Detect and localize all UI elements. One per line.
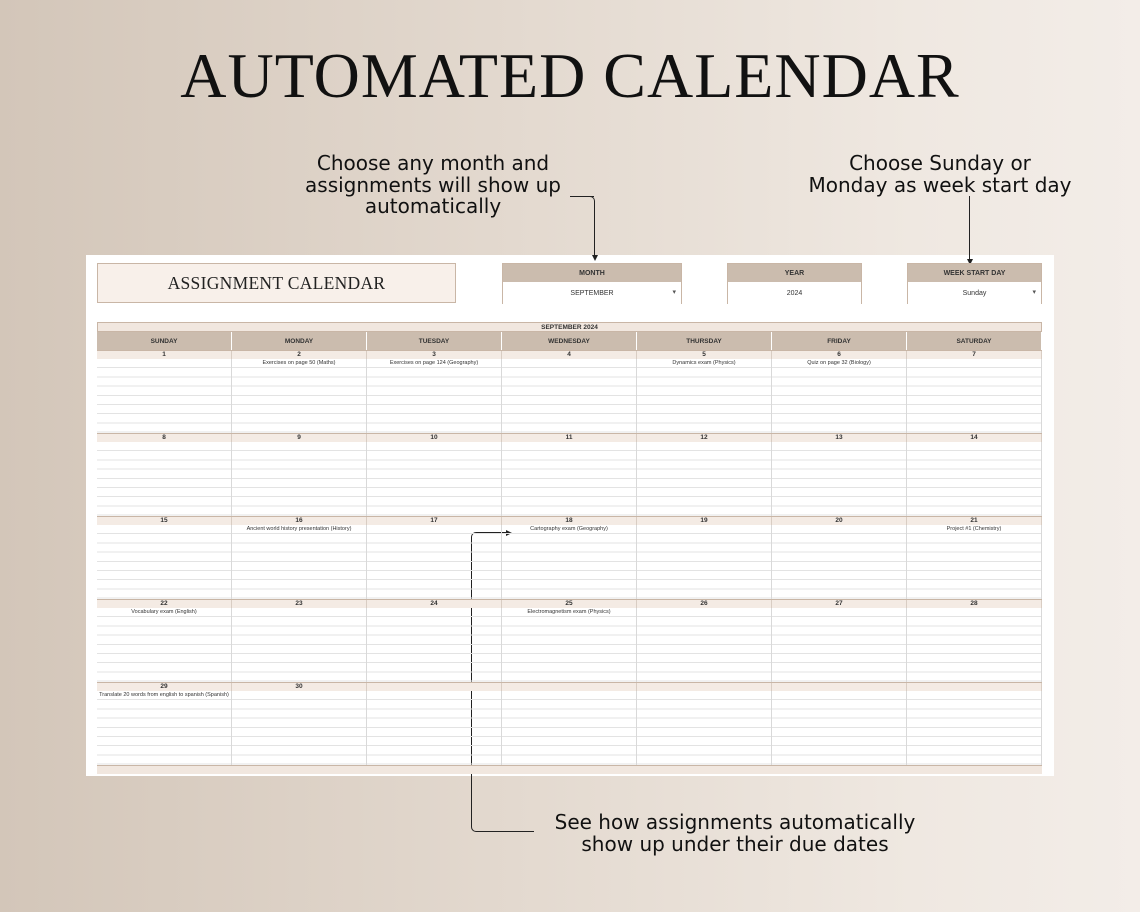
assignment-entry: Project #1 (Chemistry) bbox=[946, 526, 1002, 532]
day-number: 25 bbox=[502, 600, 637, 608]
day-cell[interactable] bbox=[907, 608, 1042, 682]
assignments-annotation bbox=[540, 812, 930, 855]
day-cell[interactable] bbox=[97, 608, 232, 682]
day-number: 30 bbox=[232, 683, 367, 691]
week-start-label: WEEK START DAY bbox=[908, 264, 1041, 282]
day-number: 18 bbox=[502, 517, 637, 525]
day-number-row bbox=[97, 516, 1042, 525]
day-number: 15 bbox=[97, 517, 232, 525]
day-cell[interactable] bbox=[772, 442, 907, 516]
day-cell[interactable] bbox=[367, 359, 502, 433]
day-number: 5 bbox=[637, 351, 772, 359]
day-cell[interactable] bbox=[502, 525, 637, 599]
dow-saturday: SATURDAY bbox=[907, 332, 1042, 350]
week-start-dropdown[interactable] bbox=[908, 282, 1041, 304]
day-number: 27 bbox=[772, 600, 907, 608]
assignment-entry: Ancient world history presentation (History) bbox=[246, 526, 352, 532]
dow-wednesday: WEDNESDAY bbox=[502, 332, 637, 350]
day-cell[interactable] bbox=[502, 691, 637, 765]
day-cells bbox=[97, 608, 1042, 682]
calendar-footer-row bbox=[97, 765, 1042, 774]
week-arrow-vertical bbox=[969, 196, 970, 260]
month-label: MONTH bbox=[503, 264, 681, 282]
week-start-annotation bbox=[790, 153, 1090, 196]
page-title: AUTOMATED CALENDAR bbox=[180, 40, 960, 111]
day-cells bbox=[97, 525, 1042, 599]
day-cell[interactable] bbox=[97, 691, 232, 765]
day-cells bbox=[97, 359, 1042, 433]
month-selector[interactable] bbox=[502, 263, 682, 304]
month-annotation-line: automatically bbox=[364, 194, 502, 218]
month-annotation bbox=[298, 153, 568, 218]
year-label: YEAR bbox=[728, 264, 861, 282]
day-number bbox=[367, 683, 502, 691]
month-dropdown[interactable] bbox=[503, 282, 681, 304]
day-cell[interactable] bbox=[637, 442, 772, 516]
day-number: 29 bbox=[97, 683, 232, 691]
day-number-row bbox=[97, 350, 1042, 359]
month-annotation-line: assignments will show up bbox=[305, 172, 561, 197]
day-number: 21 bbox=[907, 517, 1042, 525]
day-cell[interactable] bbox=[637, 525, 772, 599]
day-cell[interactable] bbox=[637, 691, 772, 765]
day-number: 13 bbox=[772, 434, 907, 442]
month-value: SEPTEMBER bbox=[570, 289, 614, 297]
day-number: 19 bbox=[637, 517, 772, 525]
day-cell[interactable] bbox=[907, 442, 1042, 516]
day-cell[interactable] bbox=[367, 608, 502, 682]
day-number bbox=[907, 683, 1042, 691]
day-cell[interactable] bbox=[907, 359, 1042, 433]
day-number: 1 bbox=[97, 351, 232, 359]
assignment-entry: Quiz on page 32 (Biology) bbox=[807, 360, 871, 366]
day-cell[interactable] bbox=[97, 359, 232, 433]
assignment-entry: Exercises on page 50 (Maths) bbox=[262, 360, 336, 366]
assignment-calendar-title: ASSIGNMENT CALENDAR bbox=[97, 263, 456, 303]
day-cell[interactable] bbox=[232, 525, 367, 599]
day-cell[interactable] bbox=[772, 525, 907, 599]
day-cell[interactable] bbox=[367, 525, 502, 599]
assignment-entry: Electromagnetism exam (Physics) bbox=[527, 609, 611, 615]
year-input[interactable] bbox=[728, 282, 861, 304]
calendar-week bbox=[97, 516, 1042, 599]
day-cell[interactable] bbox=[502, 442, 637, 516]
dow-monday: MONDAY bbox=[232, 332, 367, 350]
day-cell[interactable] bbox=[637, 608, 772, 682]
day-number: 26 bbox=[637, 600, 772, 608]
month-arrow-vertical bbox=[594, 201, 595, 255]
assignments-annotation-line: show up under their due dates bbox=[581, 831, 889, 856]
dropdown-arrow-icon[interactable]: ▾ bbox=[1032, 289, 1036, 296]
calendar-week bbox=[97, 682, 1042, 765]
day-number: 28 bbox=[907, 600, 1042, 608]
day-number bbox=[637, 683, 772, 691]
dow-friday: FRIDAY bbox=[772, 332, 907, 350]
day-number: 14 bbox=[907, 434, 1042, 442]
day-number: 2 bbox=[232, 351, 367, 359]
day-number-row bbox=[97, 433, 1042, 442]
day-number bbox=[772, 683, 907, 691]
day-number: 24 bbox=[367, 600, 502, 608]
day-number: 8 bbox=[97, 434, 232, 442]
day-number: 23 bbox=[232, 600, 367, 608]
week-start-annotation-line: Choose Sunday or bbox=[849, 151, 1031, 175]
day-cell[interactable] bbox=[772, 359, 907, 433]
month-annotation-line: Choose any month and bbox=[316, 151, 550, 175]
assignment-entry: Translate 20 words from english to spanish (Spanish) bbox=[99, 692, 229, 698]
assignment-entry: Dynamics exam (Physics) bbox=[672, 360, 736, 366]
assignment-entry: Cartography exam (Geography) bbox=[530, 526, 608, 532]
day-cell[interactable] bbox=[97, 442, 232, 516]
week-start-value: Sunday bbox=[962, 289, 987, 297]
day-number: 6 bbox=[772, 351, 907, 359]
day-cell[interactable] bbox=[502, 608, 637, 682]
day-number: 12 bbox=[637, 434, 772, 442]
calendar-grid bbox=[97, 322, 1042, 776]
day-cell[interactable] bbox=[772, 608, 907, 682]
day-cell[interactable] bbox=[772, 691, 907, 765]
day-number: 4 bbox=[502, 351, 637, 359]
day-number: 17 bbox=[367, 517, 502, 525]
calendar-week bbox=[97, 433, 1042, 516]
day-cell[interactable] bbox=[907, 525, 1042, 599]
day-cell[interactable] bbox=[907, 691, 1042, 765]
day-cell[interactable] bbox=[232, 359, 367, 433]
day-cell[interactable] bbox=[232, 442, 367, 516]
day-number: 7 bbox=[907, 351, 1042, 359]
week-start-annotation-line: Monday as week start day bbox=[808, 172, 1072, 197]
year-value: 2024 bbox=[786, 289, 803, 297]
day-cell[interactable] bbox=[97, 525, 232, 599]
dow-sunday: SUNDAY bbox=[97, 332, 232, 350]
day-cell[interactable] bbox=[232, 691, 367, 765]
day-number: 16 bbox=[232, 517, 367, 525]
dropdown-arrow-icon[interactable]: ▾ bbox=[672, 289, 676, 296]
calendar-month-header: SEPTEMBER 2024 bbox=[97, 322, 1042, 332]
day-number: 20 bbox=[772, 517, 907, 525]
day-cells bbox=[97, 691, 1042, 765]
dow-thursday: THURSDAY bbox=[637, 332, 772, 350]
day-number-row bbox=[97, 599, 1042, 608]
day-number bbox=[502, 683, 637, 691]
day-cell[interactable] bbox=[367, 442, 502, 516]
year-field[interactable] bbox=[727, 263, 862, 304]
day-of-week-header bbox=[97, 332, 1042, 350]
month-arrowhead-icon bbox=[592, 255, 598, 261]
day-number: 3 bbox=[367, 351, 502, 359]
day-number: 22 bbox=[97, 600, 232, 608]
day-cells bbox=[97, 442, 1042, 516]
day-number: 9 bbox=[232, 434, 367, 442]
assignments-annotation-line: See how assignments automatically bbox=[554, 810, 916, 834]
calendar-week bbox=[97, 599, 1042, 682]
calendar-week bbox=[97, 350, 1042, 433]
week-start-selector[interactable] bbox=[907, 263, 1042, 304]
assignment-entry: Exercises on page 124 (Geography) bbox=[389, 360, 479, 366]
day-number: 11 bbox=[502, 434, 637, 442]
day-cell[interactable] bbox=[637, 359, 772, 433]
day-cell[interactable] bbox=[502, 359, 637, 433]
day-number-row bbox=[97, 682, 1042, 691]
dow-tuesday: TUESDAY bbox=[367, 332, 502, 350]
day-cell[interactable] bbox=[232, 608, 367, 682]
day-cell[interactable] bbox=[367, 691, 502, 765]
assignment-entry: Vocabulary exam (English) bbox=[131, 609, 197, 615]
assign-arrow-horizontal-bottom bbox=[476, 831, 534, 832]
day-number: 10 bbox=[367, 434, 502, 442]
